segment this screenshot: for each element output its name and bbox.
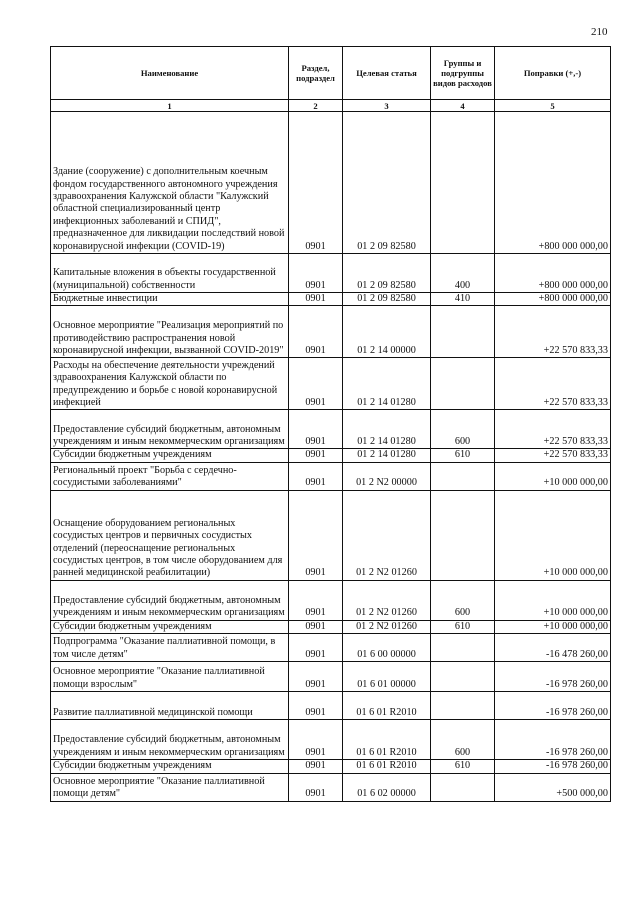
row-name: Субсидии бюджетным учреждениям (51, 449, 289, 462)
row-amount: -16 978 260,00 (495, 720, 611, 760)
row-article: 01 2 N2 01260 (343, 620, 431, 633)
column-number: 5 (495, 100, 611, 112)
row-amount: -16 478 260,00 (495, 634, 611, 662)
row-article: 01 6 02 00000 (343, 773, 431, 801)
row-group: 410 (431, 293, 495, 306)
row-amount: +800 000 000,00 (495, 112, 611, 254)
row-name: Предоставление субсидий бюджетным, автономным учреждениям и иным некоммерческим организациям (51, 410, 289, 449)
row-section: 0901 (289, 692, 343, 720)
row-amount: -16 978 260,00 (495, 692, 611, 720)
header-name: Наименование (51, 47, 289, 100)
row-article: 01 2 09 82580 (343, 293, 431, 306)
table-row (51, 112, 611, 254)
row-article: 01 2 N2 01260 (343, 580, 431, 620)
row-group: 600 (431, 410, 495, 449)
table-row (51, 720, 611, 760)
row-group (431, 662, 495, 692)
row-name: Субсидии бюджетным учреждениям (51, 760, 289, 773)
row-group (431, 634, 495, 662)
row-section: 0901 (289, 720, 343, 760)
row-article: 01 6 01 R2010 (343, 720, 431, 760)
row-article: 01 2 14 01280 (343, 449, 431, 462)
table-row (51, 254, 611, 293)
row-name: Предоставление субсидий бюджетным, автономным учреждениям и иным некоммерческим организациям (51, 720, 289, 760)
page-number: 210 (591, 26, 608, 38)
row-name: Основное мероприятие "Оказание паллиативной помощи детям" (51, 773, 289, 801)
header-amount: Поправки (+,-) (495, 47, 611, 100)
row-name: Предоставление субсидий бюджетным, автономным учреждениям и иным некоммерческим организациям (51, 580, 289, 620)
row-name: Региональный проект "Борьба с сердечно-сосудистыми заболеваниями" (51, 462, 289, 490)
table-row (51, 760, 611, 773)
table-row (51, 620, 611, 633)
row-section: 0901 (289, 306, 343, 358)
row-group (431, 306, 495, 358)
row-amount: +22 570 833,33 (495, 358, 611, 410)
header-section: Раздел, подраздел (289, 47, 343, 100)
row-section: 0901 (289, 773, 343, 801)
column-number: 3 (343, 100, 431, 112)
row-section: 0901 (289, 410, 343, 449)
row-amount: -16 978 260,00 (495, 662, 611, 692)
row-group: 600 (431, 580, 495, 620)
table-row (51, 358, 611, 410)
row-amount: +22 570 833,33 (495, 410, 611, 449)
row-article: 01 2 14 01280 (343, 410, 431, 449)
table-row (51, 662, 611, 692)
table-row (51, 773, 611, 801)
row-section: 0901 (289, 490, 343, 580)
row-name: Капитальные вложения в объекты государственной (муниципальной) собственности (51, 254, 289, 293)
row-amount: +10 000 000,00 (495, 490, 611, 580)
table-row (51, 449, 611, 462)
table-row (51, 634, 611, 662)
table-row (51, 306, 611, 358)
table-row (51, 293, 611, 306)
row-article: 01 6 01 00000 (343, 662, 431, 692)
row-amount: +22 570 833,33 (495, 306, 611, 358)
budget-amendments-table (50, 46, 611, 802)
row-amount: +800 000 000,00 (495, 254, 611, 293)
row-group (431, 358, 495, 410)
row-article: 01 2 N2 01260 (343, 490, 431, 580)
row-article: 01 6 01 R2010 (343, 760, 431, 773)
header-group: Группы и подгруппы видов расходов (431, 47, 495, 100)
row-group: 610 (431, 620, 495, 633)
row-group: 400 (431, 254, 495, 293)
row-article: 01 2 09 82580 (343, 254, 431, 293)
row-group (431, 112, 495, 254)
row-amount: -16 978 260,00 (495, 760, 611, 773)
table-row (51, 490, 611, 580)
column-number: 2 (289, 100, 343, 112)
row-group (431, 490, 495, 580)
row-article: 01 2 09 82580 (343, 112, 431, 254)
row-name: Подпрограмма "Оказание паллиативной помощи, в том числе детям" (51, 634, 289, 662)
table-row (51, 462, 611, 490)
row-section: 0901 (289, 634, 343, 662)
row-name: Здание (сооружение) с дополнительным коечным фондом государственного автономного учреждения здравоохранения Калужской области "Калужский областной специализированный центр инфекционных заболеваний и СПИД", предназначенное для ликвидации последствий новой коронавирусной инфекции (COVID-19) (51, 112, 289, 254)
row-name: Бюджетные инвестиции (51, 293, 289, 306)
row-section: 0901 (289, 112, 343, 254)
row-group: 610 (431, 449, 495, 462)
row-amount: +500 000,00 (495, 773, 611, 801)
row-amount: +10 000 000,00 (495, 580, 611, 620)
row-article: 01 2 14 01280 (343, 358, 431, 410)
row-section: 0901 (289, 580, 343, 620)
row-name: Основное мероприятие "Реализация мероприятий по противодействию распространения новой коронавирусной инфекции, вызванной COVID-2019" (51, 306, 289, 358)
row-amount: +22 570 833,33 (495, 449, 611, 462)
table-row (51, 692, 611, 720)
row-group (431, 773, 495, 801)
row-name: Субсидии бюджетным учреждениям (51, 620, 289, 633)
header-article: Целевая статья (343, 47, 431, 100)
row-name: Оснащение оборудованием региональных сосудистых центров и первичных сосудистых отделений (переоснащение региональных сосудистых центров, в том числе оборудованием для ранней медицинской реабилитации) (51, 490, 289, 580)
row-article: 01 2 N2 00000 (343, 462, 431, 490)
column-number: 4 (431, 100, 495, 112)
row-group: 600 (431, 720, 495, 760)
row-section: 0901 (289, 254, 343, 293)
table-row (51, 410, 611, 449)
row-group (431, 692, 495, 720)
column-number: 1 (51, 100, 289, 112)
row-amount: +10 000 000,00 (495, 462, 611, 490)
row-section: 0901 (289, 462, 343, 490)
row-article: 01 2 14 00000 (343, 306, 431, 358)
row-amount: +800 000 000,00 (495, 293, 611, 306)
row-section: 0901 (289, 358, 343, 410)
row-article: 01 6 00 00000 (343, 634, 431, 662)
row-section: 0901 (289, 449, 343, 462)
row-section: 0901 (289, 760, 343, 773)
row-name: Основное мероприятие "Оказание паллиативной помощи взрослым" (51, 662, 289, 692)
row-section: 0901 (289, 293, 343, 306)
table-row (51, 580, 611, 620)
row-group (431, 462, 495, 490)
row-name: Развитие паллиативной медицинской помощи (51, 692, 289, 720)
row-section: 0901 (289, 620, 343, 633)
row-group: 610 (431, 760, 495, 773)
row-amount: +10 000 000,00 (495, 620, 611, 633)
row-section: 0901 (289, 662, 343, 692)
column-number-row (51, 100, 611, 112)
row-article: 01 6 01 R2010 (343, 692, 431, 720)
header-row (51, 47, 611, 100)
row-name: Расходы на обеспечение деятельности учреждений здравоохранения Калужской области по предупреждению и борьбе с новой коронавирусной инфекцией (51, 358, 289, 410)
